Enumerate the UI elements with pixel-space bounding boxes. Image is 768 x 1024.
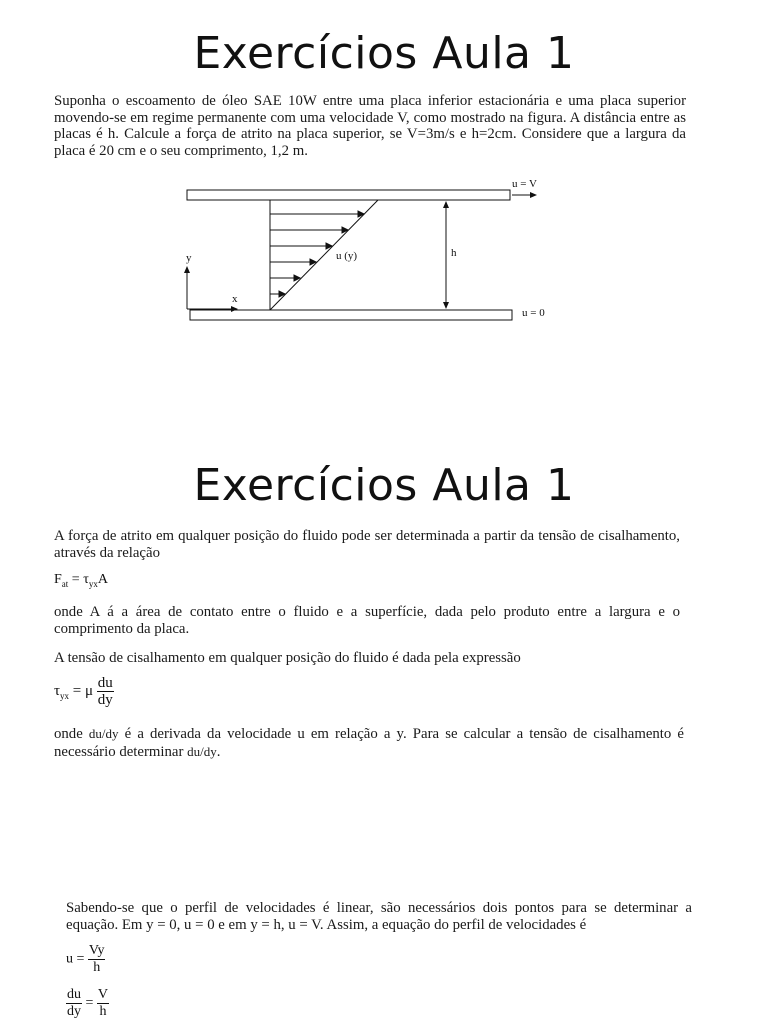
slide2-paragraph-2: onde A á a área de contato entre o fluido e a superfície, dada pelo produto entre a largura e o comprimento da placa. xyxy=(54,604,680,637)
y-axis-arrow-icon xyxy=(184,266,190,273)
friction-force-equation: $F_{at} = \tau_{yx}A$ xyxy=(54,572,108,589)
lower-plate xyxy=(190,310,512,320)
top-velocity-arrow-icon xyxy=(530,192,537,198)
gap-label: h xyxy=(451,247,457,259)
velocity-derivative-equation: $\frac{du}{dy}$ = $\frac{V}{h}$ xyxy=(67,987,109,1019)
slide3-paragraph-1: Sabendo-se que o perfil de velocidades é linear, são necessários dois pontos para se determinar a equação. Em y = 0, u = 0 e em y = h, u = V. Assim, a equação do perfil de velocidades é xyxy=(66,900,692,933)
slide1-problem-text: Suponha o escoamento de óleo SAE 10W entre uma placa inferior estacionária e uma placa superior movendo-se em regime permanente com uma velocidade V, como mostrado na figura. A distância entre as placas é h. Calcule a força de atrito na placa superior, se V=3m/s e h=2cm. Considere que a largura da placa é 20 cm e o seu comprimento, 1,2 m. xyxy=(54,93,686,159)
y-axis-label: y xyxy=(186,252,192,264)
slide2-title: Exercícios Aula 1 xyxy=(193,460,575,511)
slide1-title: Exercícios Aula 1 xyxy=(193,28,575,79)
x-axis-label: x xyxy=(232,293,238,305)
slide2-paragraph-1: A força de atrito em qualquer posição do fluido pode ser determinada a partir da tensão de cisalhamento, através da relação xyxy=(54,528,680,561)
shear-stress-equation: $\tau_{yx} = \mu$ $\frac{du}{dy}$ xyxy=(54,675,113,708)
bottom-velocity-label: u = 0 xyxy=(522,307,545,319)
h-down-arrow-icon xyxy=(443,302,449,309)
h-up-arrow-icon xyxy=(443,201,449,208)
slide2-paragraph-4: onde du/dy é a derivada da velocidade u em relação a y. Para se calcular a tensão de cisalhamento é necessário determinar du/dy. xyxy=(54,726,685,760)
parallel-plates-diagram xyxy=(150,170,610,330)
velocity-profile-equation: u = $\frac{Vy}{h}$ xyxy=(66,943,105,975)
profile-label: u (y) xyxy=(336,250,358,262)
slide2-paragraph-3: A tensão de cisalhamento em qualquer posição do fluido é dada pela expressão xyxy=(54,650,521,666)
velocity-profile-line xyxy=(270,200,378,310)
upper-plate xyxy=(187,190,510,200)
top-velocity-label: u = V xyxy=(512,178,537,190)
